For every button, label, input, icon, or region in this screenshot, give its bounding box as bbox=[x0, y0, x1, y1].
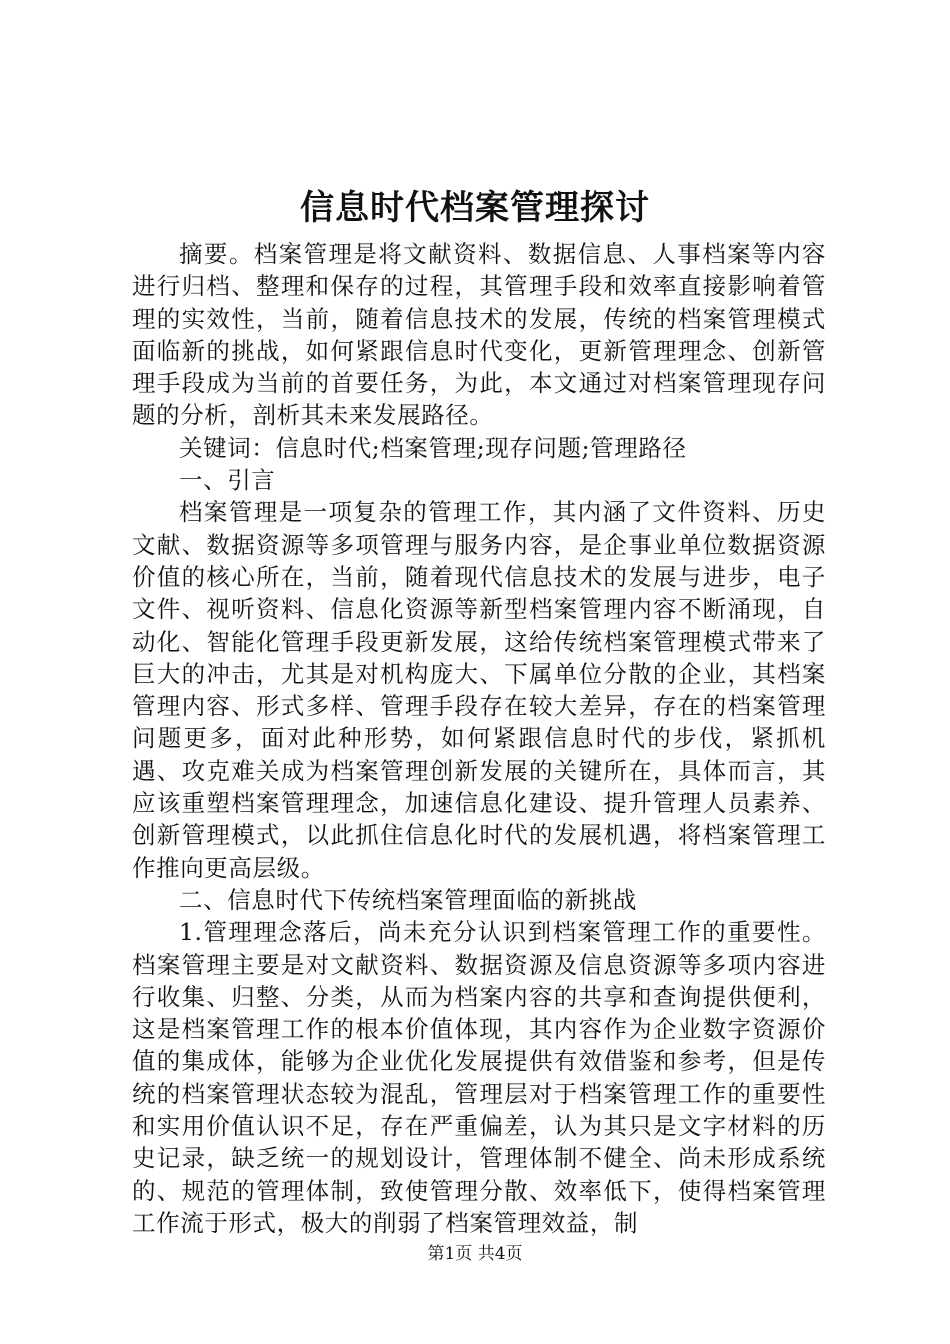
section-heading-introduction: 一、引言 bbox=[179, 466, 276, 495]
document-body bbox=[132, 238, 826, 1239]
document-title: 信息时代档案管理探讨 bbox=[300, 188, 650, 228]
introduction-paragraph: 档案管理是一项复杂的管理工作，其内涵了文件资料、历史文献、数据资源等多项管理与服务内容，是企事业单位数据资源价值的核心所在，当前，随着现代信息技术的发展与进步，电子文件、视听资料、信息化资源等新型档案管理内容不断涌现，自动化、智能化管理手段更新发展，这给传统档案管理模式带来了巨大的冲击，尤其是对机构庞大、下属单位分散的企业，其档案管理内容、形式多样、管理手段存在较大差异，存在的档案管理问题更多，面对此种形势，如何紧跟信息时代的步伐，紧抓机遇、攻克难关成为档案管理创新发展的关键所在，具体而言，其应该重塑档案管理理念，加速信息化建设、提升管理人员素养、创新管理模式，以此抓住信息化时代的发展机遇，将档案管理工作推向更高层级。 bbox=[132, 498, 826, 882]
section-heading-challenges: 二、信息时代下传统档案管理面临的新挑战 bbox=[179, 885, 637, 914]
challenge-paragraph-1: 1.管理理念落后，尚未充分认识到档案管理工作的重要性。档案管理主要是对文献资料、数据资源及信息资源等多项内容进行收集、归整、分类，从而为档案内容的共享和查询提供便利，这是档案管理工作的根本价值体现，其内容作为企业数字资源价值的集成体，能够为企业优化发展提供有效借鉴和参考，但是传统的档案管理状态较为混乱，管理层对于档案管理工作的重要性和实用价值认识不足，存在严重偏差，认为其只是文字材料的历史记录，缺乏统一的规划设计，管理体制不健全、尚未形成系统的、规范的管理体制，致使管理分散、效率低下，使得档案管理工作流于形式，极大的削弱了档案管理效益，制 bbox=[132, 918, 826, 1237]
keywords-paragraph: 关键词：信息时代;档案管理;现存问题;管理路径 bbox=[179, 433, 687, 462]
abstract-paragraph: 摘要。档案管理是将文献资料、数据信息、人事档案等内容进行归档、整理和保存的过程，其管理手段和效率直接影响着管理的实效性，当前，随着信息技术的发展，传统的档案管理模式面临新的挑战，如何紧跟信息时代变化，更新管理理念、创新管理手段成为当前的首要任务，为此，本文通过对档案管理现存问题的分析，剖析其未来发展路径。 bbox=[132, 240, 826, 430]
page-footer: 第1页 共4页 bbox=[427, 1244, 523, 1264]
